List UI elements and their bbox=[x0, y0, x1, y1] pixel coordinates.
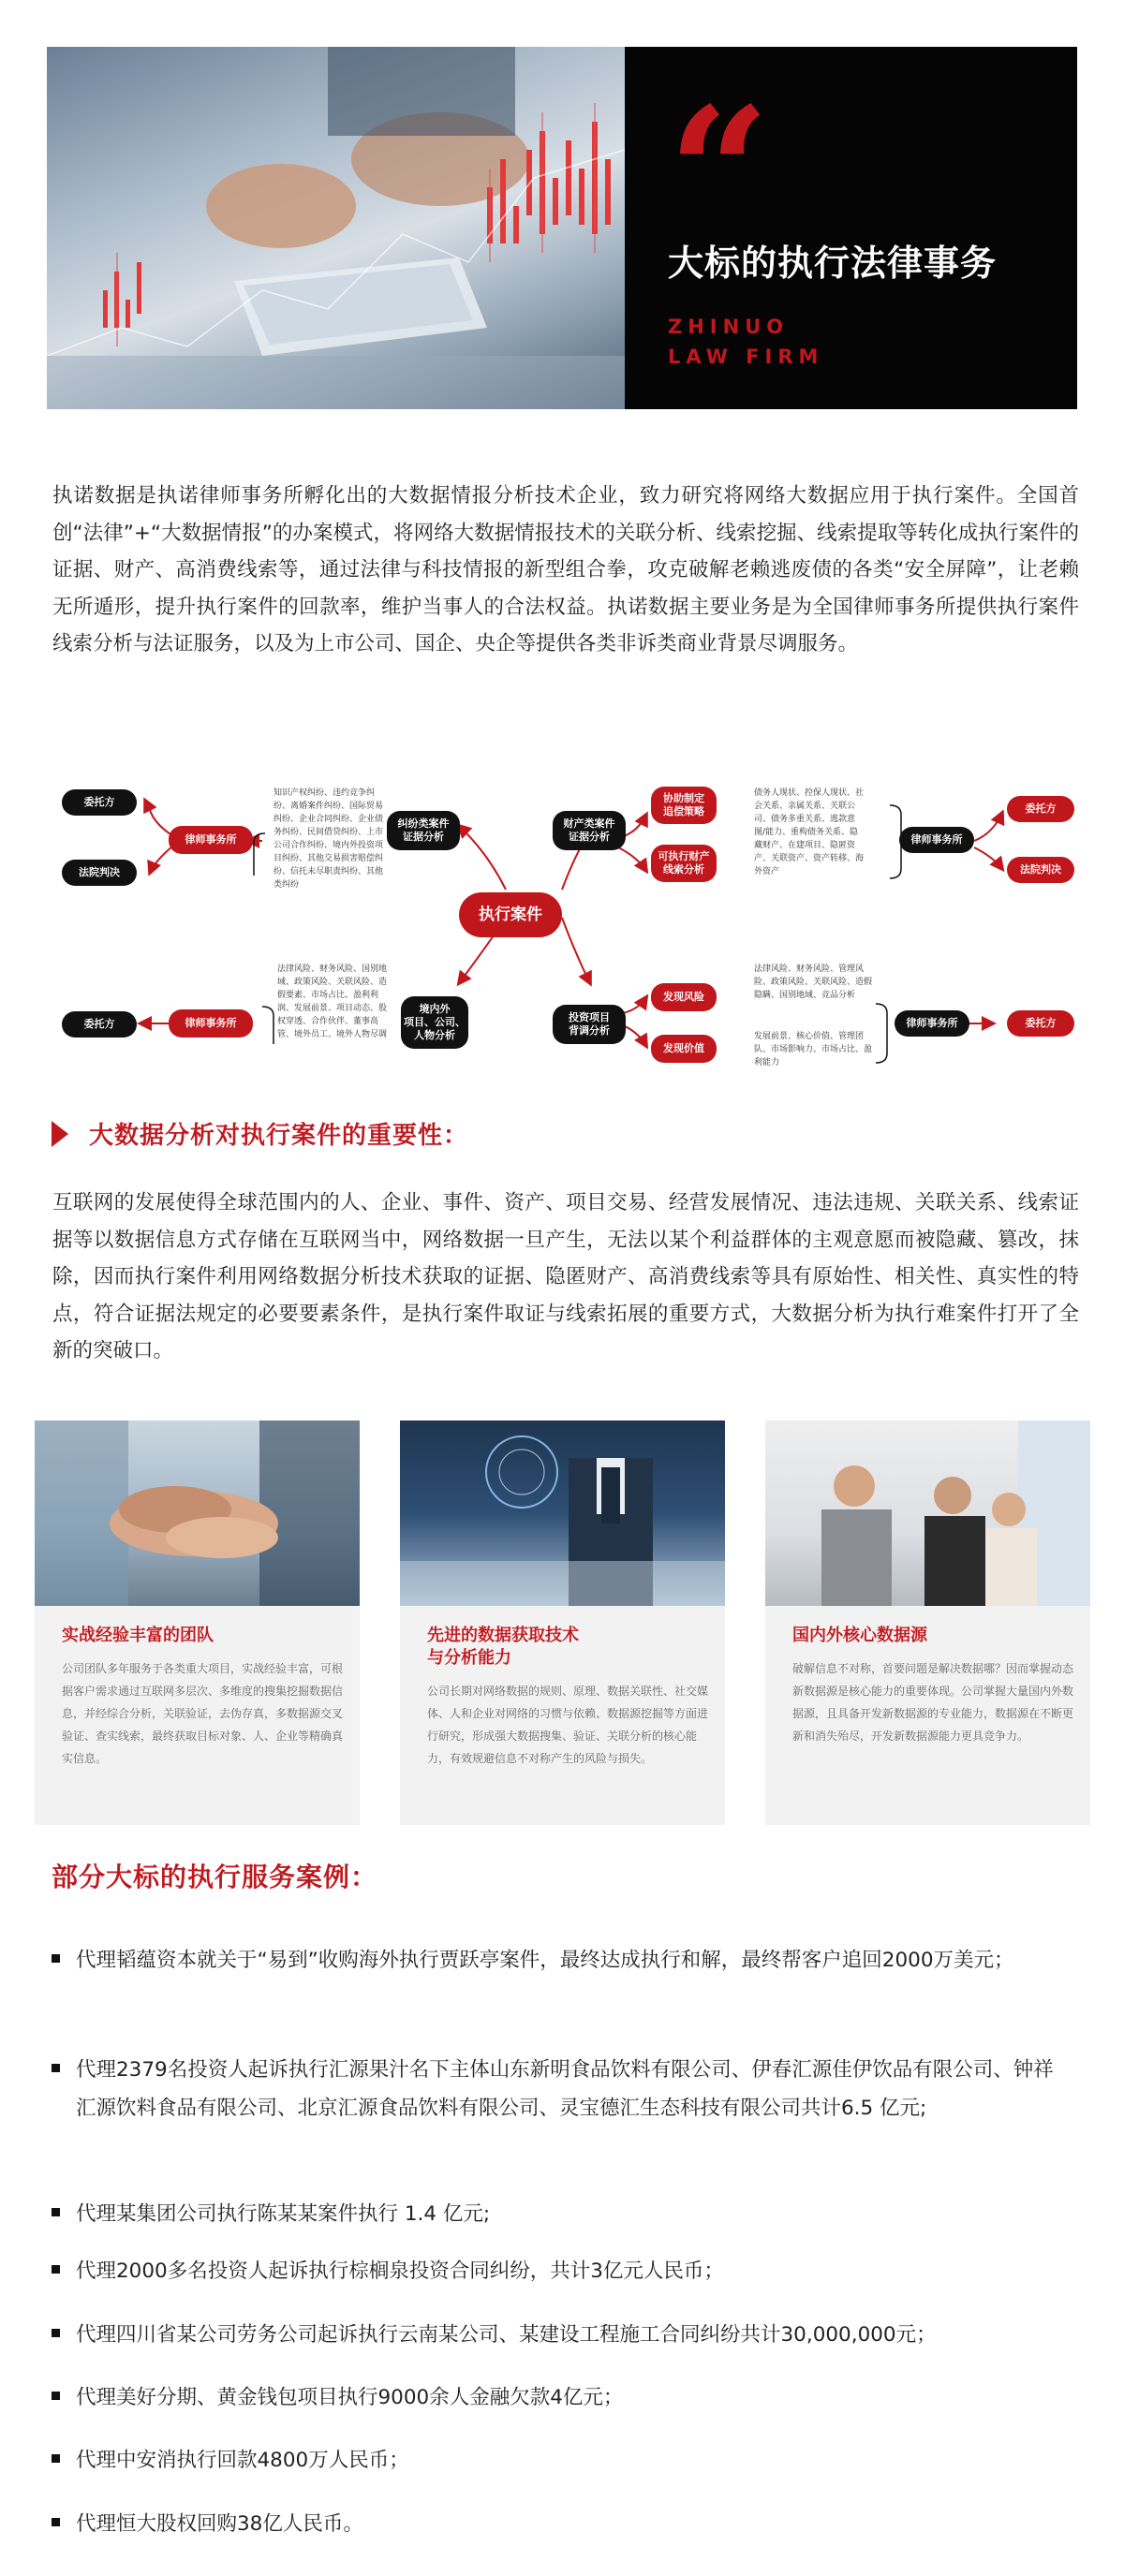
br-law-firm-node: 律师事务所 bbox=[895, 1010, 969, 1037]
bullet-icon bbox=[52, 2265, 60, 2274]
tr-court-node: 法院判决 bbox=[1007, 857, 1074, 883]
case-item bbox=[52, 2195, 1082, 2233]
case-item bbox=[52, 1941, 1082, 1980]
tl-dispute-evidence-node: 纠纷类案件 证据分析 bbox=[387, 811, 460, 850]
tl-dispute-types: 知识产权纠纷、违约竞争纠纷、离婚案件纠纷、国际贸易纠纷、企业合同纠纷、企业债务纠纷、民间借贷纠纷、上市公司合作纠纷、境内外投资项目纠纷、其他交易损害赔偿纠纷、信托未尽职责纠纷、其他类纠纷 bbox=[274, 788, 384, 890]
bl-client-node: 委托方 bbox=[62, 1011, 137, 1038]
bullet-icon bbox=[52, 2518, 60, 2526]
case-item bbox=[52, 2252, 1082, 2290]
datasource-team-photo bbox=[765, 1420, 1090, 1606]
bullet-icon bbox=[52, 2329, 60, 2337]
bl-law-firm-node: 律师事务所 bbox=[169, 1009, 253, 1038]
team-hands-photo bbox=[35, 1420, 360, 1606]
tl-court-node: 法院判决 bbox=[62, 860, 137, 886]
bl-project-analysis-node: 境内外 项目、公司、 人物分析 bbox=[401, 996, 468, 1049]
tr-asset-clue-node: 可执行财产 线索分析 bbox=[651, 845, 717, 882]
case-text: 代理2379名投资人起诉执行汇源果汁名下主体山东新明食品饮料有限公司、伊春汇源佳伊饮品有限公司、钟祥汇源饮料食品有限公司、北京汇源食品饮料有限公司、灵宝德汇生态科技有限公司共计6.5 亿元; bbox=[76, 2058, 1054, 2120]
case-item bbox=[52, 2505, 1082, 2543]
quote-icon: “ bbox=[668, 68, 760, 277]
bullet-icon bbox=[52, 2208, 60, 2216]
br-find-value-node: 发现价值 bbox=[651, 1035, 717, 1063]
card-technology-desc: 公司长期对网络数据的规则、原理、数据关联性、社交媒体、人和企业对网络的习惯与依赖、数据源挖掘等方面进行研究，形成强大数据搜集、验证、关联分析的核心能力，有效规避信息不对称产生的风险与损失。 bbox=[427, 1685, 709, 1765]
tl-client-node: 委托方 bbox=[62, 789, 137, 816]
case-item bbox=[52, 2316, 1082, 2354]
hero-banner bbox=[47, 47, 1077, 409]
hero-subtitle-en bbox=[668, 312, 823, 372]
tl-law-firm-node: 律师事务所 bbox=[169, 826, 253, 854]
br-investment-research-node: 投资项目 背调分析 bbox=[553, 1005, 626, 1044]
br-client-node: 委托方 bbox=[1007, 1010, 1074, 1037]
hero-en-line1: ZHINUO bbox=[668, 316, 790, 338]
hero-title-panel bbox=[625, 47, 1077, 409]
stock-chart-illustration bbox=[47, 47, 625, 409]
center-node-execution-case: 执行案件 bbox=[459, 892, 562, 937]
case-text: 代理某集团公司执行陈某某案件执行 1.4 亿元; bbox=[76, 2202, 491, 2226]
card-datasource-title: 国内外核心数据源 bbox=[792, 1626, 927, 1645]
technology-businessman-photo bbox=[400, 1420, 725, 1606]
hero-en-line2: LAW FIRM bbox=[668, 346, 824, 368]
bullet-icon bbox=[52, 2454, 60, 2463]
chevron-right-icon bbox=[52, 1121, 68, 1147]
tr-property-evidence-node: 财产类案件 证据分析 bbox=[553, 811, 626, 850]
hero-photo-tablet-chart bbox=[47, 47, 625, 409]
case-text: 代理韬蕴资本就关于“易到”收购海外执行贾跃亭案件，最终达成执行和解，最终帮客户追回2000万美元； bbox=[76, 1949, 1014, 1972]
case-text: 代理2000多名投资人起诉执行棕榈泉投资合同纠纷，共计3亿元人民币； bbox=[76, 2260, 724, 2283]
diagram-connectors bbox=[0, 758, 1124, 1096]
importance-heading bbox=[52, 1116, 468, 1151]
case-item bbox=[52, 2378, 1082, 2417]
cases-heading: 部分大标的执行服务案例： bbox=[52, 1862, 378, 1892]
br-value-items: 发展前景、核心价值、管理团队、市场影响力、市场占比、盈利能力 bbox=[754, 1032, 873, 1067]
card-technology-title: 先进的数据获取技术 与分析能力 bbox=[427, 1626, 579, 1668]
tr-client-node: 委托方 bbox=[1007, 796, 1074, 822]
case-item bbox=[52, 2051, 1082, 2127]
case-text: 代理中安消执行回款4800万人民币； bbox=[76, 2449, 409, 2472]
intro-paragraph: 执诺数据是执诺律师事务所孵化出的大数据情报分析技术企业，致力研究将网络大数据应用于执行案件。全国首创“法律”+“大数据情报”的办案模式，将网络大数据情报技术的关联分析、线索挖掘、线索提取等转化成执行案件的证据、财产、高消费线索等，通过法律与科技情报的新型组合拳，攻克破解老赖逃废债的各类“安全屏障”，让老赖无所遁形，提升执行案件的回款率，维护当事人的合法权益。执诺数据主要业务是为全国律师事务所提供执行案件线索分析与法证服务，以及为上市公司、国企、央企等提供各类非诉类商业背景尽调服务。 bbox=[52, 484, 1079, 655]
feature-card-technology bbox=[400, 1420, 725, 1825]
tr-law-firm-node: 律师事务所 bbox=[899, 827, 974, 853]
card-datasource-desc: 破解信息不对称，首要问题是解决数据哪？因而掌握动态新数据源是核心能力的重要体现。公司掌握大量国内外数据源，且具备开发新数据源的专业能力，数据源在不断更新和消失殆尽，开发新数据源能力更具竞争力。 bbox=[792, 1662, 1074, 1743]
tr-recovery-strategy-node: 协助制定 追偿策略 bbox=[651, 787, 717, 824]
bullet-icon bbox=[52, 1954, 60, 1963]
tr-debtor-analysis-items: 债务人现状、控保人现状、社会关系、亲属关系、关联公司、债务多重关系、逃款意图/能力、重构债务关系、隐藏财产、在建项目、隐匿资产、关联资产、资产转移、海外资产 bbox=[754, 788, 865, 876]
br-risk-items: 法律风险、财务风险、管理风险、政策风险、关联风险、造假隐瞒、国别地域、竞品分析 bbox=[754, 964, 873, 1000]
card-team-title: 实战经验丰富的团队 bbox=[62, 1626, 214, 1645]
importance-heading-text: 大数据分析对执行案件的重要性： bbox=[89, 1122, 469, 1150]
case-text: 代理美好分期、黄金钱包项目执行9000余人金融欠款4亿元； bbox=[76, 2386, 624, 2409]
case-text: 代理恒大股权回购38亿人民币。 bbox=[76, 2512, 363, 2536]
feature-card-team bbox=[35, 1420, 360, 1825]
br-find-risk-node: 发现风险 bbox=[651, 983, 717, 1011]
case-text: 代理四川省某公司劳务公司起诉执行云南某公司、某建设工程施工合同纠纷共计30,000,000元； bbox=[76, 2323, 937, 2347]
business-flow-diagram bbox=[0, 758, 1124, 1096]
case-item bbox=[52, 2441, 1082, 2480]
hero-title: 大标的执行法律事务 bbox=[668, 243, 998, 284]
bullet-icon bbox=[52, 2064, 60, 2072]
card-team-desc: 公司团队多年服务于各类重大项目，实战经验丰富，可根据客户需求通过互联网多层次、多维度的搜集挖掘数据信息，并经综合分析，关联验证，去伪存真，多数据源交叉验证、查实线索，最终获取目标对象、人、企业等精确真实信息。 bbox=[62, 1662, 344, 1765]
bullet-icon bbox=[52, 2392, 60, 2400]
importance-paragraph: 互联网的发展使得全球范围内的人、企业、事件、资产、项目交易、经营发展情况、违法违规、关联关系、线索证据等以数据信息方式存储在互联网当中，网络数据一旦产生，无法以某个利益群体的主观意愿而被隐藏、篡改，抹除，因而执行案件利用网络数据分析技术获取的证据、隐匿财产、高消费线索等具有原始性、相关性、真实性的特点，符合证据法规定的必要要素条件，是执行案件取证与线索拓展的重要方式，大数据分析为执行难案件打开了全新的突破口。 bbox=[52, 1191, 1079, 1362]
feature-card-datasource bbox=[765, 1420, 1090, 1825]
bl-project-risk-items: 法律风险、财务风险、国别地域、政策风险、关联风险、造假要素、市场占比、盈利利润、发展前景、项目动态、股权穿透、合作伙伴、董事高管、境外员工、境外人物尽调 bbox=[277, 964, 388, 1039]
